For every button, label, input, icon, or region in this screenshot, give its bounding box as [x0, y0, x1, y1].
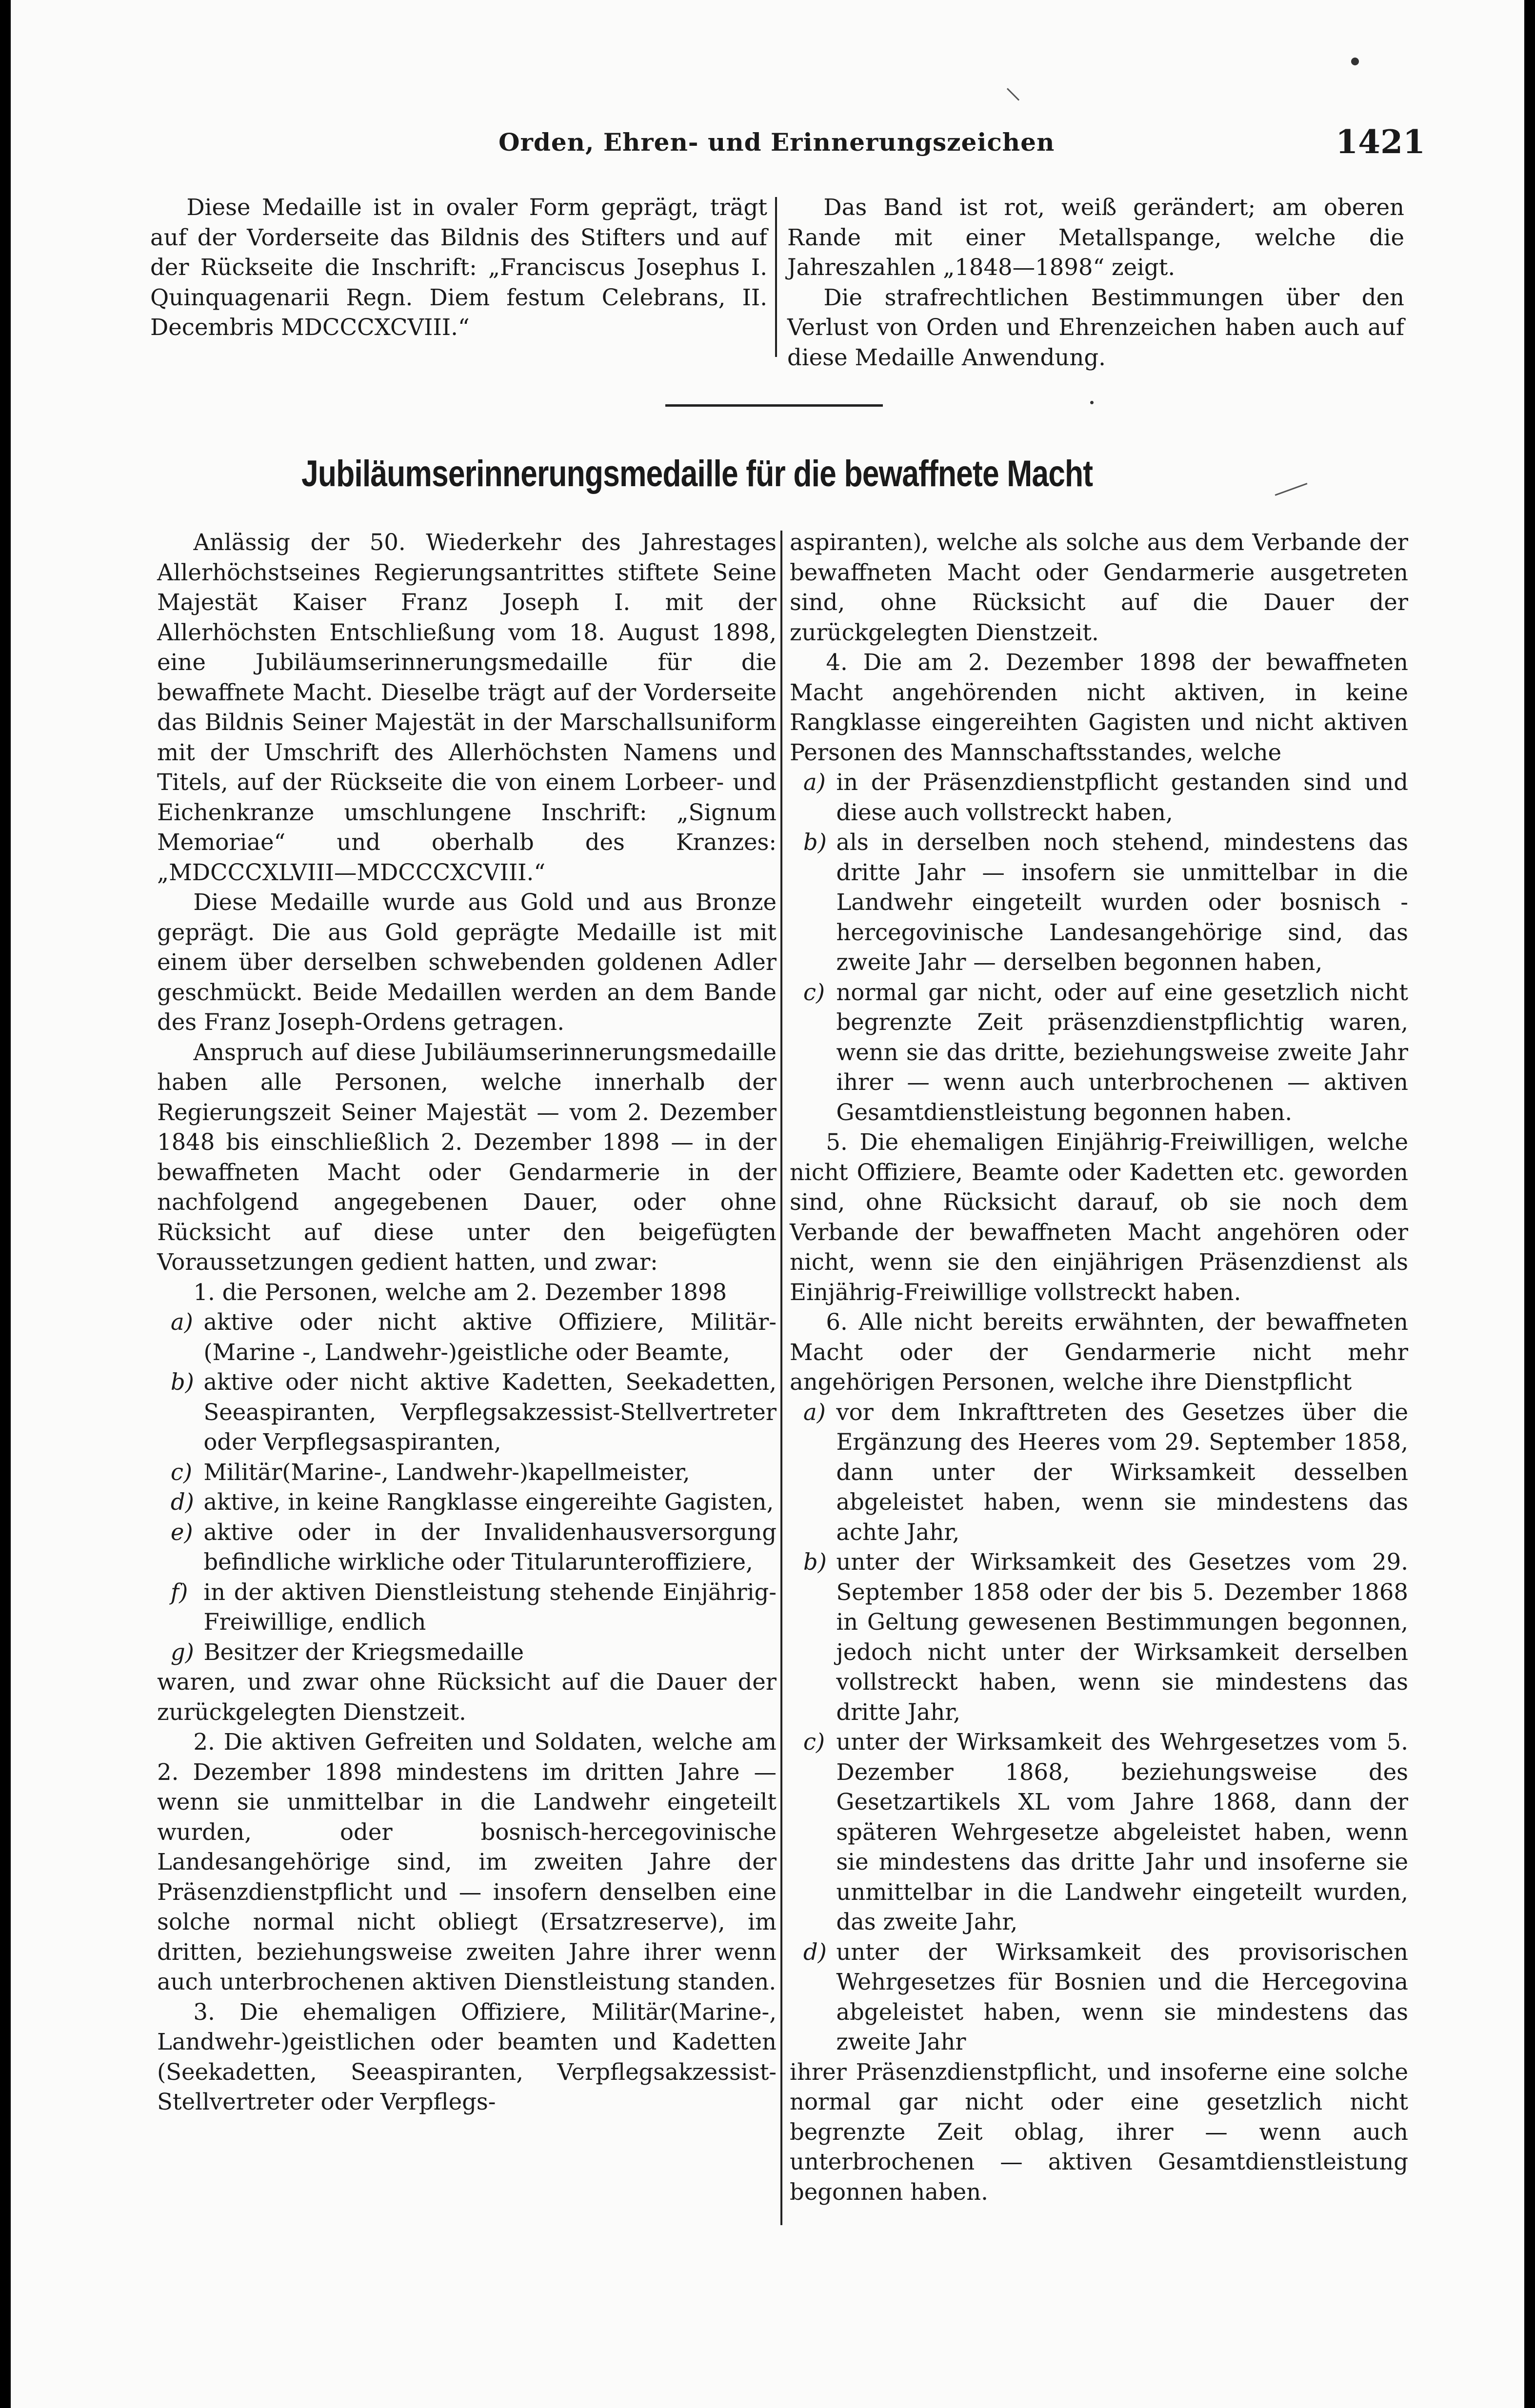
paragraph: 5. Die ehemaligen Einjährig-Freiwilligen, welche nicht Offiziere, Beamte oder Kadetten etc. geworden sind, ohne Rücksicht darauf, ob sie noch dem Verbande der bewaffneten Macht angehören oder nicht, wenn sie den einjährigen Präsenzdienst als Einjährig-Freiwillige vollstreckt haben.: [790, 1129, 1408, 1305]
list-item: [790, 1937, 1408, 2057]
list-item: [157, 1458, 777, 1488]
page-header: [498, 123, 1425, 167]
list-letter: c): [170, 1459, 193, 1485]
list-letter: c): [803, 1729, 825, 1755]
list-item-text: Besitzer der Kriegsmedaille: [203, 1638, 524, 1665]
main-left-column: [157, 528, 777, 2117]
list-letter: c): [803, 979, 825, 1006]
list-item-text: unter der Wirksamkeit des provisorischen Wehrgesetzes für Bosnien und die Hercegovina abgeleistet haben, wenn sie mindestens das zweite Jahr: [836, 1938, 1408, 2055]
list-item-text: aktive oder nicht aktive Kadetten, Seekadetten, Seeaspiranten, Verpflegsakzessist-Stellvertreter oder Verpflegsaspiranten,: [203, 1369, 777, 1455]
column-divider-main: [780, 531, 782, 2225]
list-item-text: aktive oder nicht aktive Offiziere, Militär- (Marine -, Landwehr-)geistliche oder Beamte,: [203, 1309, 777, 1365]
paragraph: ihrer Präsenzdienstpflicht, und insoferne eine solche normal gar nicht oder eine gesetzlich nicht begrenzte Zeit oblag, ihrer — wenn auch unterbrochenen — aktiven Gesamtdienstleistung begonnen haben.: [790, 2058, 1408, 2205]
scan-speck: [1090, 401, 1094, 404]
list-letter: a): [170, 1309, 193, 1335]
list-letter: a): [803, 769, 826, 795]
paragraph: 3. Die ehemaligen Offiziere, Militär(Marine-, Landwehr-)geistlichen oder beamten und Kadetten (Seekadetten, Seeaspiranten, Verpflegsakzessist-Stellvertreter oder Verpflegs-: [157, 1998, 777, 2115]
list-item: [790, 1727, 1408, 1937]
paragraph: Anlässig der 50. Wiederkehr des Jahrestages Allerhöchstseines Regierungsantrittes stiftete Seine Majestät Kaiser Franz Joseph I. mit der Allerhöchsten Entschließung vom 18. August 1898, eine Jubiläumserinnerungsmedaille für die bewaffnete Macht. Dieselbe trägt auf der Vorderseite das Bildnis Seiner Majestät in der Marschallsuniform mit der Umschrift des Allerhöchsten Namens und Titels, auf der Rückseite die von einem Lorbeer- und Eichenkranze umschlungene Inschrift: „Signum Memoriae“ und oberhalb des Kranzes: „MDCCCXLVIII—MDCCCXCVIII.“: [157, 529, 777, 886]
list-item: [157, 1307, 777, 1367]
paragraph: Das Band ist rot, weiß gerändert; am oberen Rande mit einer Metallspange, welche die Jahreszahlen „1848—1898“ zeigt.: [787, 194, 1404, 280]
paragraph: Diese Medaille wurde aus Gold und aus Bronze geprägt. Die aus Gold geprägte Medaille ist mit einem über derselben schwebenden goldenen Adler geschmückt. Beide Medaillen werden an dem Bande des Franz Joseph-Ordens getragen.: [157, 889, 777, 1035]
scan-edge: [1524, 0, 1535, 2408]
paragraph: 1. die Personen, welche am 2. Dezember 1898: [193, 1279, 727, 1305]
list-item: [157, 1578, 777, 1638]
section-rule: [665, 404, 883, 407]
list-item-text: normal gar nicht, oder auf eine gesetzlich nicht begrenzte Zeit präsenzdienstpflichtig waren, wenn sie das dritte, beziehungsweise zweite Jahr ihrer — wenn auch unterbrochenen — aktiven Gesamtdienstleistung begonnen haben.: [836, 979, 1408, 1125]
list-item-text: als in derselben noch stehend, mindestens das dritte Jahr — insofern sie unmittelbar in die Landwehr eingeteilt wurden oder bosnisch - hercegovinische Landesangehörige sind, das zweite Jahr — derselben begonnen haben,: [836, 829, 1408, 975]
list-item: [790, 978, 1408, 1128]
list-item-text: unter der Wirksamkeit des Gesetzes vom 29. September 1858 oder der bis 5. Dezember 1868 in Geltung gewesenen Bestimmungen begonnen, jedoch nicht unter der Wirksamkeit derselben vollstreckt haben, wenn sie mindestens das dritte Jahr,: [836, 1549, 1408, 1725]
list-item: [157, 1367, 777, 1458]
list-letter: f): [170, 1579, 188, 1605]
scan-speck: [1351, 58, 1359, 65]
list-item: [790, 768, 1408, 828]
list-letter: e): [170, 1519, 193, 1545]
list-item-text: unter der Wirksamkeit des Wehrgesetzes vom 5. Dezember 1868, beziehungsweise des Gesetzartikels XL vom Jahre 1868, dann der späteren Wehrgesetze abgeleistet haben, wenn sie mindestens das dritte Jahr und insoferne sie unmittelbar in die Landwehr eingeteilt wurden, das zweite Jahr,: [836, 1729, 1408, 1935]
paragraph: 6. Alle nicht bereits erwähnten, der bewaffneten Macht oder der Gendarmerie nicht mehr angehörigen Personen, welche ihre Dienstpflicht: [790, 1309, 1408, 1395]
page-number: 1421: [1336, 123, 1425, 161]
scan-mark: [1275, 483, 1308, 496]
list-item: [790, 828, 1408, 978]
list-item-text: Militär(Marine-, Landwehr-)kapellmeister,: [203, 1459, 690, 1485]
list-item-text: aktive oder in der Invalidenhausversorgung befindliche wirkliche oder Titularunteroffiziere,: [203, 1519, 777, 1575]
paragraph: 2. Die aktiven Gefreiten und Soldaten, welche am 2. Dezember 1898 mindestens im dritten Jahre — wenn sie unmittelbar in die Landwehr eingeteilt wurden, oder bosnisch-hercegovinische Landesangehörige sind, im zweiten Jahre der Präsenzdienstpflicht und — insofern denselben eine solche normal nicht obliegt (Ersatzreserve), im dritten, beziehungsweise zweiten Jahre ihrer wenn auch unterbrochenen aktiven Dienstleistung standen.: [157, 1729, 777, 1995]
page-scan: [11, 0, 1525, 2408]
list-item-text: in der Präsenzdienstpflicht gestanden sind und diese auch vollstreckt haben,: [836, 769, 1408, 826]
paragraph: Die strafrechtlichen Bestimmungen über den Verlust von Orden und Ehrenzeichen haben auch auf diese Medaille Anwendung.: [787, 284, 1404, 371]
scan-mark: [1007, 88, 1019, 100]
list-letter: g): [170, 1638, 194, 1665]
list-letter: b): [170, 1369, 194, 1395]
paragraph: aspiranten), welche als solche aus dem Verbande der bewaffneten Macht oder Gendarmerie ausgetreten sind, ohne Rücksicht auf die Dauer der zurückgelegten Dienstzeit.: [790, 529, 1408, 646]
paragraph: waren, und zwar ohne Rücksicht auf die Dauer der zurückgelegten Dienstzeit.: [157, 1669, 777, 1725]
list-item: [157, 1638, 777, 1668]
list-item: [157, 1518, 777, 1578]
top-left-column: [150, 193, 767, 343]
list-letter: b): [803, 1549, 827, 1575]
list-item: [790, 1398, 1408, 1548]
section-heading: Jubiläumserinnerungsmedaille für die bewaffnete Macht: [301, 453, 1093, 494]
running-title: Orden, Ehren- und Erinnerungszeichen: [498, 128, 1055, 157]
list-item-text: vor dem Inkrafttreten des Gesetzes über die Ergänzung des Heeres vom 29. September 1858, dann unter der Wirksamkeit desselben abgeleistet haben, wenn sie mindestens das achte Jahr,: [836, 1399, 1408, 1545]
list-letter: d): [803, 1938, 827, 1965]
list-item-text: in der aktiven Dienstleistung stehende Einjährig-Freiwillige, endlich: [203, 1579, 777, 1635]
list-item: [157, 1487, 777, 1518]
list-item: [790, 1547, 1408, 1727]
paragraph: 4. Die am 2. Dezember 1898 der bewaffneten Macht angehörenden nicht aktiven, in keine Rangklasse eingereihten Gagisten und nicht aktiven Personen des Mannschaftsstandes, welche: [790, 649, 1408, 766]
paragraph: Diese Medaille ist in ovaler Form geprägt, trägt auf der Vorderseite das Bildnis des Stifters und auf der Rückseite die Inschrift: „Franciscus Josephus I. Quinquagenarii Regn. Diem festum Celebrans, II. Decembris MDCCCXCVIII.“: [150, 194, 767, 340]
top-right-column: [787, 193, 1404, 373]
main-right-column: [790, 528, 1408, 2207]
list-letter: b): [803, 829, 827, 855]
list-letter: d): [170, 1489, 194, 1515]
paragraph: Anspruch auf diese Jubiläumserinnerungsmedaille haben alle Personen, welche innerhalb der Regierungszeit Seiner Majestät — vom 2. Dezember 1848 bis einschließlich 2. Dezember 1898 — in der bewaffneten Macht oder Gendarmerie in der nachfolgend angegebenen Dauer, oder ohne Rücksicht auf diese unter den beigefügten Voraussetzungen gedient hatten, und zwar:: [157, 1039, 777, 1275]
column-divider-top: [775, 197, 777, 357]
list-letter: a): [803, 1399, 826, 1425]
list-item-text: aktive, in keine Rangklasse eingereihte Gagisten,: [203, 1489, 774, 1515]
